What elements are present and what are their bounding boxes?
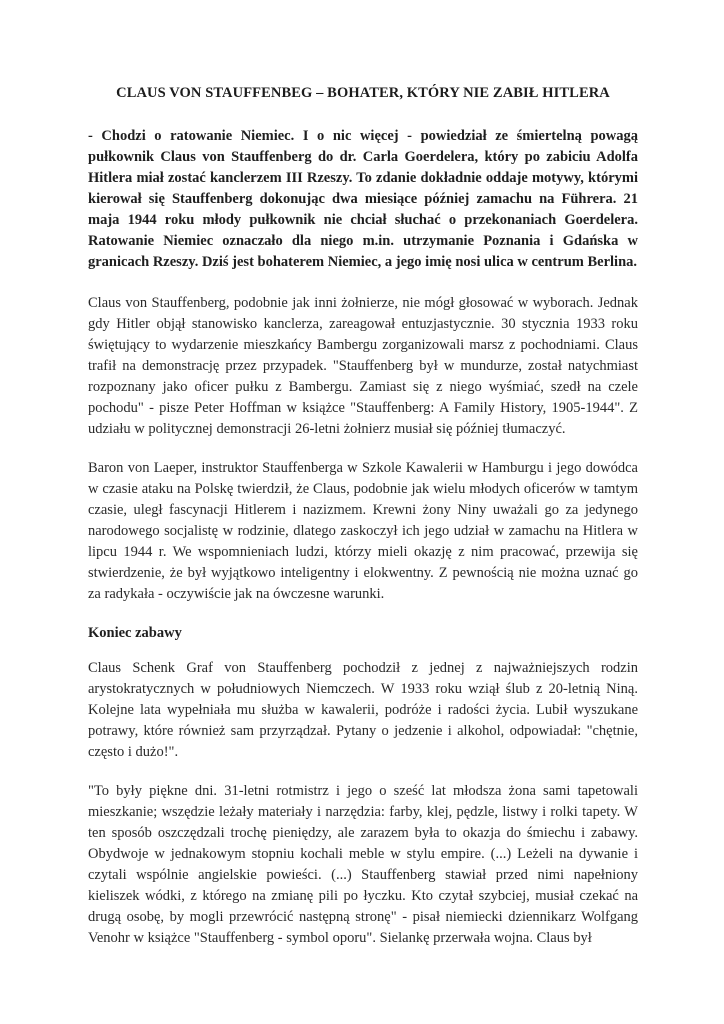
body-paragraph-1: Claus von Stauffenberg, podobnie jak inni żołnierze, nie mógł głosować w wyborach. Jednak gdy Hitler objął stanowisko kanclerza, zareagował entuzjastycznie. 30 stycznia 1933 roku świętujący to wydarzenie mieszkańcy Bambergu zorganizowali marsz z pochodniami. Claus trafił na demonstrację przez przypadek. "Stauffenberg był w mundurze, został natychmiast rozpoznany jako oficer pułku z Bambergu. Zamiast się z niego wyśmiać, szedł na czele pochodu" - pisze Peter Hoffman w książce "Stauffenberg: A Family History, 1905-1944". Z udziału w politycznej demonstracji 26-letni żołnierz musiał się później tłumaczyć. bbox=[88, 295, 638, 437]
lead-paragraph: - Chodzi o ratowanie Niemiec. I o nic więcej - powiedział ze śmiertelną powagą pułkownik Claus von Stauffenberg do dr. Carla Goerdelera, który po zabiciu Adolfa Hitlera miał zostać kanclerzem III Rzeszy. To zdanie dokładnie oddaje motywy, którymi kierował się Stauffenberg dokonując dwa miesiące później zamachu na Führera. 21 maja 1944 roku młody pułkownik nie chciał słuchać o przekonaniach Goerdelera. Ratowanie Niemiec oznaczało dla niego m.in. utrzymanie Poznania i Gdańska w granicach Rzeszy. Dziś jest bohaterem Niemiec, a jego imię nosi ulica w centrum Berlina. bbox=[88, 128, 638, 270]
body-paragraph-2: Baron von Laeper, instruktor Stauffenberga w Szkole Kawalerii w Hamburgu i jego dowódca w czasie ataku na Polskę twierdził, że Claus, podobnie jak wielu młodych oficerów w tamtym czasie, uległ fascynacji Hitlerem i nazizmem. Krewni żony Niny uważali go za jedynego narodowego socjalistę w rodzinie, dlatego zaskoczył ich jego udział w zamachu na Hitlera w lipcu 1944 r. We wspomnieniach ludzi, którzy mieli okazję z nim pracować, przewija się stwierdzenie, że był wyjątkowo inteligentny i elokwentny. Z pewnością nie można uznać go za radykała - oczywiście jak na ówczesne warunki. bbox=[88, 460, 638, 602]
section-paragraph-1: Claus Schenk Graf von Stauffenberg pochodził z jednej z najważniejszych rodzin arystokratycznych w południowych Niemczech. W 1933 roku wziął ślub z 20-letnią Niną. Kolejne lata wypełniała mu służba w kawalerii, podróże i radości życia. Lubił wyszukane potrawy, które również sam przyrządzał. Pytany o jedzenie i alkohol, odpowiadał: "chętnie, często i dużo!". bbox=[88, 660, 638, 760]
document-title: CLAUS VON STAUFFENBEG – BOHATER, KTÓRY NIE ZABIŁ HITLERA bbox=[116, 85, 610, 101]
section-paragraph-2: "To były piękne dni. 31-letni rotmistrz i jego o sześć lat młodsza żona sami tapetowali mieszkanie; wszędzie leżały materiały i narzędzia: farby, klej, pędzle, listwy i rolki tapety. W ten sposób oszczędzali trochę pieniędzy, ale zarazem była to okazja do śmiechu i zabawy. Obydwoje w jednakowym stopniu kochali meble w stylu empire. (...) Leżeli na dywanie i czytali wspólnie angielskie powieści. (...) Stauffenberg stawiał przed nimi napełniony kieliszek wódki, z którego na zmianę pili po łyczku. Kto czytał szybciej, musiał czekać na drugą osobę, by mogli przewrócić następną stronę" - pisał niemiecki dziennikarz Wolfgang Venohr w książce "Stauffenberg - symbol oporu". Sielankę przerwała wojna. Claus był bbox=[88, 783, 638, 946]
section-heading: Koniec zabawy bbox=[88, 625, 182, 641]
